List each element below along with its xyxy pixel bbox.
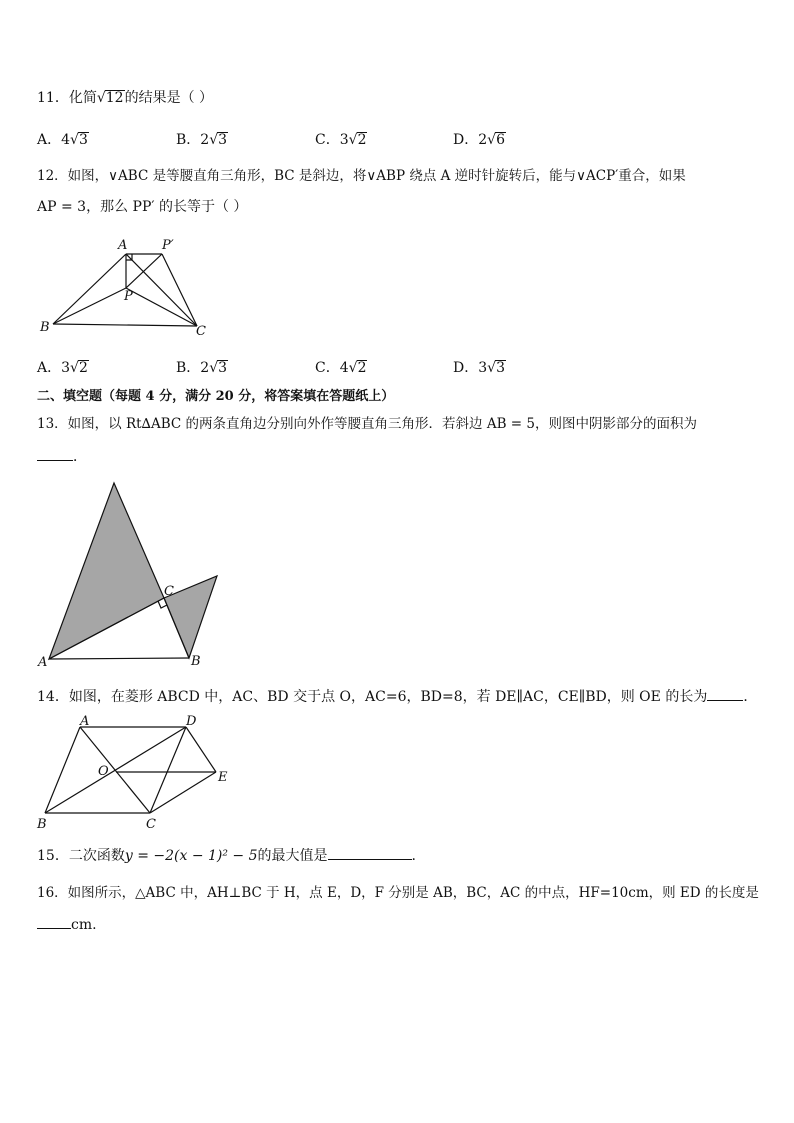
section-heading: 二、填空题（每题 4 分，满分 20 分，将答案填在答题纸上）: [37, 389, 395, 404]
q12-label-b: B: [40, 320, 50, 335]
q14-answer-blank[interactable]: [707, 686, 743, 701]
q13-answer-blank[interactable]: [37, 446, 73, 461]
q13-stem: 13．如图，以 Rt∆ABC 的两条直角边分别向外作等腰直角三角形．若斜边 AB = 5，则图中阴影部分的面积为: [37, 416, 697, 432]
q12-option-b[interactable]: B．2√3: [176, 360, 228, 376]
q13-label-c: C: [164, 584, 174, 599]
q14-label-e: E: [218, 770, 228, 785]
q14-label-b: B: [37, 817, 47, 832]
q13-label-a: A: [38, 655, 48, 670]
q16-answer-blank[interactable]: [37, 914, 71, 929]
q14-label-d: D: [186, 714, 197, 729]
q12-label-a: A: [118, 238, 128, 253]
q12-label-c: C: [196, 324, 206, 339]
q14-label-a: A: [80, 714, 90, 729]
q11-number: 11．: [37, 90, 69, 106]
q13-label-b: B: [191, 654, 201, 669]
q11-pre: 化简: [68, 90, 97, 106]
q14-stem: 14．如图，在菱形 ABCD 中，AC、BD 交于点 O，AC=6，BD=8，若 DE∥AC，CE∥BD，则 OE 的长为 ．: [37, 686, 757, 707]
q14-label-c: C: [146, 817, 156, 832]
q11-stem: 11．化简√12的结果是（ ）: [37, 90, 214, 106]
q11-option-c[interactable]: C．3√2: [315, 132, 367, 148]
q16-stem: 16．如图所示，△ABC 中，AH⊥BC 于 H，点 E，D，F 分别是 AB，BC，AC 的中点，HF=10cm，则 ED 的长度是: [37, 885, 759, 901]
q11-post: 的结果是（ ）: [124, 90, 214, 106]
q13-answer-line: ．: [37, 446, 87, 467]
q12-figure: [38, 235, 213, 340]
q16-answer-line: cm.: [37, 914, 97, 935]
q11-radicand: 12: [105, 90, 124, 106]
q11-option-d[interactable]: D．2√6: [453, 132, 505, 148]
q11-option-b[interactable]: B．2√3: [176, 132, 228, 148]
q14-label-o: O: [98, 764, 109, 779]
q14-figure: [36, 712, 236, 832]
q15-stem: 15．二次函数y = −2(x − 1)² − 5的最大值是 .: [37, 845, 416, 866]
q12-label-p: P: [124, 289, 133, 304]
q12-stem-line2: AP = 3，那么 PP′ 的长等于（ ）: [37, 199, 248, 215]
q15-answer-blank[interactable]: [328, 845, 412, 860]
q12-stem-line1: 12．如图，∨ABC 是等腰直角三角形，BC 是斜边，将∨ABP 绕点 A 逆时针旋转后，能与∨ACP′重合，如果: [37, 168, 686, 184]
q15-formula: y = −2(x − 1)² − 5: [124, 848, 258, 864]
q13-figure: [36, 480, 226, 670]
q12-option-a[interactable]: A．3√2: [37, 360, 88, 376]
q11-option-a[interactable]: A．4√3: [37, 132, 88, 148]
q12-option-d[interactable]: D．3√3: [453, 360, 505, 376]
q12-option-c[interactable]: C．4√2: [315, 360, 367, 376]
q12-label-p-prime: P′: [162, 238, 174, 253]
